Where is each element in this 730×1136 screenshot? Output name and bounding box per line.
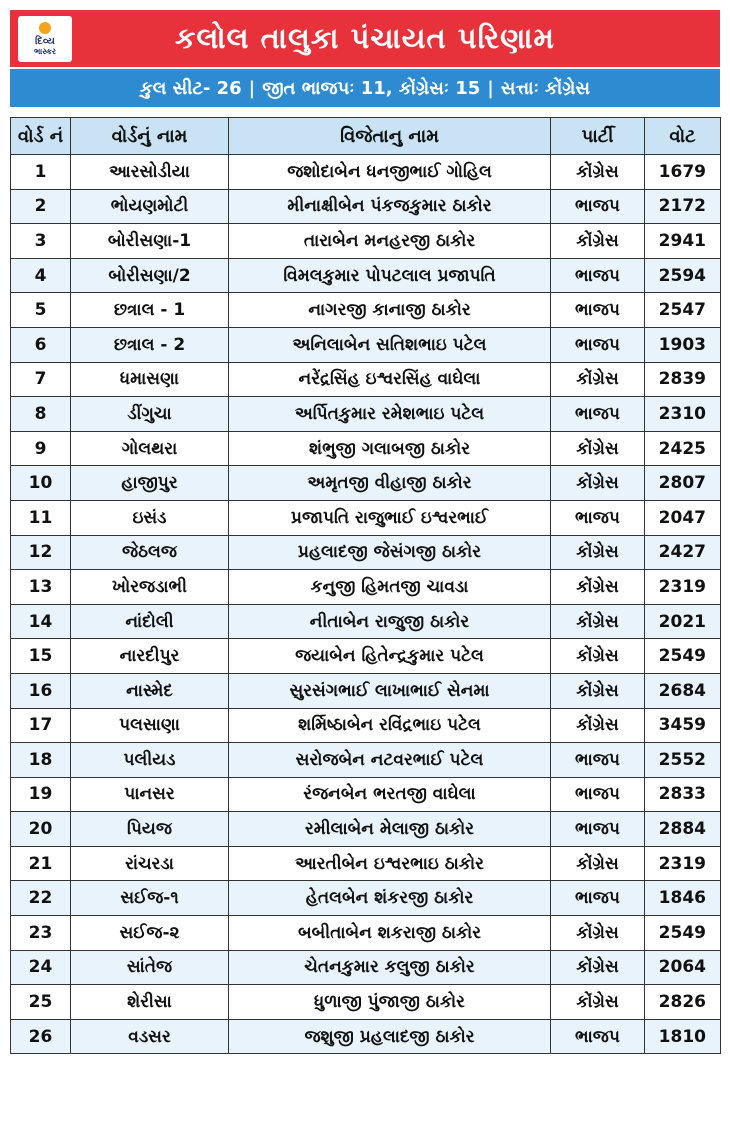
summary-wins: જીત ભાજપઃ 11, કોંગ્રેસઃ 15 — [262, 77, 481, 99]
ward-name-cell: પલસાણા — [71, 708, 229, 743]
table-row — [11, 189, 721, 224]
ward-number-cell: 6 — [11, 327, 71, 362]
winner-name-cell: જયાબેન હિતેન્દ્રકુમાર પટેલ — [229, 639, 551, 674]
winner-name-cell: અર્પિતકુમાર રમેશભાઇ પટેલ — [229, 397, 551, 432]
winner-name-cell: પ્રજાપતિ રાજુભાઈ ઇશ્વરભાઈ — [229, 500, 551, 535]
party-cell: ભાજપ — [551, 812, 645, 847]
table-row — [11, 604, 721, 639]
table-row — [11, 708, 721, 743]
ward-name-cell: ધમાસણા — [71, 362, 229, 397]
ward-number-cell: 10 — [11, 466, 71, 501]
ward-number-cell: 14 — [11, 604, 71, 639]
winner-name-cell: સરોજબેન નટવરભાઈ પટેલ — [229, 743, 551, 778]
party-cell: કોંગ્રેસ — [551, 155, 645, 190]
winner-name-cell: હેતલબેન શંકરજી ઠાકોર — [229, 881, 551, 916]
winner-name-cell: નીતાબેન રાજુજી ઠાકોર — [229, 604, 551, 639]
winner-name-cell: મીનાક્ષીબેન પંકજકુમાર ઠાકોર — [229, 189, 551, 224]
votes-cell: 1846 — [645, 881, 721, 916]
table-row — [11, 155, 721, 190]
ward-number-cell: 5 — [11, 293, 71, 328]
ward-number-cell: 4 — [11, 258, 71, 293]
ward-number-cell: 2 — [11, 189, 71, 224]
votes-cell: 2833 — [645, 777, 721, 812]
title-banner — [10, 10, 720, 67]
table-row — [11, 916, 721, 951]
table-row — [11, 397, 721, 432]
ward-name-cell: હાજીપુર — [71, 466, 229, 501]
ward-number-cell: 25 — [11, 985, 71, 1020]
page-title: કલોલ તાલુકા પંચાયત પરિણામ — [174, 21, 556, 55]
ward-name-cell: પાનસર — [71, 777, 229, 812]
ward-number-cell: 22 — [11, 881, 71, 916]
winner-name-cell: જશોદાબેન ધનજીભાઈ ગોહિલ — [229, 155, 551, 190]
divya-bhaskar-logo — [18, 16, 72, 62]
winner-name-cell: નાગરજી કાનાજી ઠાકોર — [229, 293, 551, 328]
sun-icon — [39, 22, 51, 34]
column-header-ward-no: વોર્ડ નં — [11, 118, 71, 155]
table-row — [11, 500, 721, 535]
party-cell: કોંગ્રેસ — [551, 362, 645, 397]
votes-cell: 2594 — [645, 258, 721, 293]
ward-name-cell: ડીંગુચા — [71, 397, 229, 432]
votes-cell: 2547 — [645, 293, 721, 328]
winner-name-cell: શંભુજી ગલાબજી ઠાકોર — [229, 431, 551, 466]
party-cell: કોંગ્રેસ — [551, 708, 645, 743]
summary-total-seats: કુલ સીટ- 26 — [140, 77, 242, 99]
ward-number-cell: 15 — [11, 639, 71, 674]
ward-number-cell: 1 — [11, 155, 71, 190]
table-row — [11, 258, 721, 293]
ward-number-cell: 19 — [11, 777, 71, 812]
column-header-ward-name: વોર્ડનું નામ — [71, 118, 229, 155]
winner-name-cell: સુરસંગભાઈ લાખાભાઈ સેનમા — [229, 673, 551, 708]
table-row — [11, 881, 721, 916]
ward-name-cell: સઈજ-૨ — [71, 916, 229, 951]
ward-number-cell: 20 — [11, 812, 71, 847]
summary-bar — [10, 69, 720, 107]
table-row — [11, 224, 721, 259]
ward-name-cell: આરસોડીયા — [71, 155, 229, 190]
party-cell: ભાજપ — [551, 500, 645, 535]
summary-divider: | — [248, 77, 256, 99]
column-header-votes: વોટ — [645, 118, 721, 155]
votes-cell: 1810 — [645, 1019, 721, 1054]
party-cell: કોંગ્રેસ — [551, 604, 645, 639]
table-row — [11, 466, 721, 501]
ward-name-cell: ભોયણમોટી — [71, 189, 229, 224]
table-row — [11, 570, 721, 605]
column-header-winner: વિજેતાનુ નામ — [229, 118, 551, 155]
winner-name-cell: ચેતનકુમાર કલુજી ઠાકોર — [229, 950, 551, 985]
table-row — [11, 777, 721, 812]
ward-name-cell: નાસ્મેદ — [71, 673, 229, 708]
ward-number-cell: 17 — [11, 708, 71, 743]
ward-name-cell: બોરીસણા/2 — [71, 258, 229, 293]
results-table — [10, 117, 721, 1054]
ward-name-cell: જેઠલજ — [71, 535, 229, 570]
winner-name-cell: તારાબેન મનહરજી ઠાકોર — [229, 224, 551, 259]
table-row — [11, 743, 721, 778]
table-row — [11, 1019, 721, 1054]
votes-cell: 2319 — [645, 846, 721, 881]
table-row — [11, 985, 721, 1020]
table-row — [11, 950, 721, 985]
votes-cell: 2839 — [645, 362, 721, 397]
ward-name-cell: પિયજ — [71, 812, 229, 847]
table-header-row — [11, 118, 721, 155]
ward-name-cell: વડસર — [71, 1019, 229, 1054]
ward-number-cell: 26 — [11, 1019, 71, 1054]
ward-name-cell: ગોલથરા — [71, 431, 229, 466]
winner-name-cell: કનુજી હિમતજી ચાવડા — [229, 570, 551, 605]
votes-cell: 2172 — [645, 189, 721, 224]
ward-name-cell: ખોરજડાભી — [71, 570, 229, 605]
party-cell: ભાજપ — [551, 397, 645, 432]
winner-name-cell: ધુળાજી પુંજાજી ઠાકોર — [229, 985, 551, 1020]
party-cell: કોંગ્રેસ — [551, 846, 645, 881]
party-cell: ભાજપ — [551, 743, 645, 778]
party-cell: ભાજપ — [551, 1019, 645, 1054]
winner-name-cell: પ્રહલાદજી જેસંગજી ઠાકોર — [229, 535, 551, 570]
ward-number-cell: 18 — [11, 743, 71, 778]
votes-cell: 2047 — [645, 500, 721, 535]
party-cell: ભાજપ — [551, 258, 645, 293]
ward-number-cell: 16 — [11, 673, 71, 708]
votes-cell: 2549 — [645, 916, 721, 951]
votes-cell: 2826 — [645, 985, 721, 1020]
votes-cell: 2064 — [645, 950, 721, 985]
votes-cell: 2552 — [645, 743, 721, 778]
ward-number-cell: 23 — [11, 916, 71, 951]
table-row — [11, 673, 721, 708]
ward-name-cell: ઇસંડ — [71, 500, 229, 535]
ward-number-cell: 3 — [11, 224, 71, 259]
winner-name-cell: બબીતાબેન શકરાજી ઠાકોર — [229, 916, 551, 951]
ward-name-cell: પલીયડ — [71, 743, 229, 778]
winner-name-cell: રંજનબેન ભરતજી વાઘેલા — [229, 777, 551, 812]
winner-name-cell: અનિલાબેન સતિશભાઇ પટેલ — [229, 327, 551, 362]
ward-number-cell: 8 — [11, 397, 71, 432]
table-row — [11, 812, 721, 847]
ward-number-cell: 9 — [11, 431, 71, 466]
votes-cell: 2319 — [645, 570, 721, 605]
votes-cell: 2427 — [645, 535, 721, 570]
ward-name-cell: રાંચરડા — [71, 846, 229, 881]
votes-cell: 2549 — [645, 639, 721, 674]
party-cell: કોંગ્રેસ — [551, 673, 645, 708]
column-header-party: પાર્ટી — [551, 118, 645, 155]
ward-number-cell: 7 — [11, 362, 71, 397]
party-cell: ભાજપ — [551, 881, 645, 916]
table-row — [11, 431, 721, 466]
winner-name-cell: વિમલકુમાર પોપટલાલ પ્રજાપતિ — [229, 258, 551, 293]
winner-name-cell: આરતીબેન ઇશ્વરભાઇ ઠાકોર — [229, 846, 551, 881]
winner-name-cell: રમીલાબેન મેલાજી ઠાકોર — [229, 812, 551, 847]
votes-cell: 2021 — [645, 604, 721, 639]
table-row — [11, 293, 721, 328]
table-row — [11, 846, 721, 881]
party-cell: કોંગ્રેસ — [551, 639, 645, 674]
ward-name-cell: નારદીપુર — [71, 639, 229, 674]
votes-cell: 1679 — [645, 155, 721, 190]
table-row — [11, 327, 721, 362]
votes-cell: 2807 — [645, 466, 721, 501]
ward-name-cell: શેરીસા — [71, 985, 229, 1020]
summary-power: સત્તાઃ કોંગ્રેસ — [500, 77, 590, 99]
ward-number-cell: 13 — [11, 570, 71, 605]
logo-text-line2: ભાસ્કર — [33, 47, 57, 56]
winner-name-cell: જશુજી પ્રહલાદજી ઠાકોર — [229, 1019, 551, 1054]
votes-cell: 2310 — [645, 397, 721, 432]
ward-name-cell: છત્રાલ - 1 — [71, 293, 229, 328]
votes-cell: 1903 — [645, 327, 721, 362]
party-cell: કોંગ્રેસ — [551, 570, 645, 605]
ward-number-cell: 21 — [11, 846, 71, 881]
table-row — [11, 535, 721, 570]
votes-cell: 2684 — [645, 673, 721, 708]
party-cell: કોંગ્રેસ — [551, 535, 645, 570]
winner-name-cell: શર્મિષ્ઠાબેન રવિંદ્રભાઇ પટેલ — [229, 708, 551, 743]
ward-number-cell: 24 — [11, 950, 71, 985]
party-cell: ભાજપ — [551, 327, 645, 362]
ward-name-cell: સઈજ-૧ — [71, 881, 229, 916]
party-cell: ભાજપ — [551, 293, 645, 328]
ward-name-cell: છત્રાલ - 2 — [71, 327, 229, 362]
votes-cell: 2884 — [645, 812, 721, 847]
ward-name-cell: નાંદોલી — [71, 604, 229, 639]
party-cell: કોંગ્રેસ — [551, 224, 645, 259]
party-cell: ભાજપ — [551, 189, 645, 224]
ward-name-cell: સાંતેજ — [71, 950, 229, 985]
logo-text-line1: દિવ્ય — [35, 36, 55, 47]
ward-number-cell: 11 — [11, 500, 71, 535]
party-cell: કોંગ્રેસ — [551, 985, 645, 1020]
winner-name-cell: નરેંદ્રસિંહ ઇશ્વરસિંહ વાઘેલા — [229, 362, 551, 397]
table-row — [11, 362, 721, 397]
party-cell: કોંગ્રેસ — [551, 950, 645, 985]
table-row — [11, 639, 721, 674]
votes-cell: 2941 — [645, 224, 721, 259]
party-cell: કોંગ્રેસ — [551, 466, 645, 501]
summary-divider: | — [487, 77, 494, 99]
votes-cell: 3459 — [645, 708, 721, 743]
party-cell: ભાજપ — [551, 777, 645, 812]
ward-number-cell: 12 — [11, 535, 71, 570]
winner-name-cell: અમૃતજી વીહાજી ઠાકોર — [229, 466, 551, 501]
party-cell: કોંગ્રેસ — [551, 916, 645, 951]
ward-name-cell: બોરીસણા-1 — [71, 224, 229, 259]
party-cell: કોંગ્રેસ — [551, 431, 645, 466]
votes-cell: 2425 — [645, 431, 721, 466]
